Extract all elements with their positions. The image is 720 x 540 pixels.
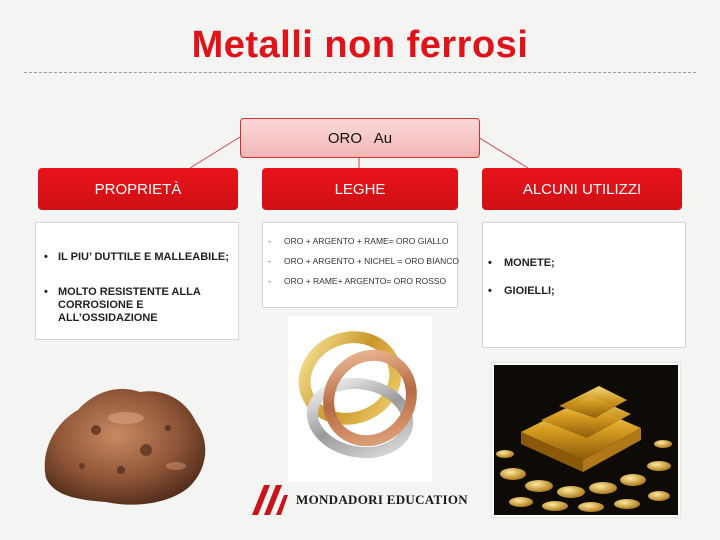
alloys-list bbox=[268, 236, 473, 287]
list-item: - ORO + ARGENTO + RAME= ORO GIALLO bbox=[268, 236, 473, 247]
list-item: • IL PIU’ DUTTILE E MALLEABILE; bbox=[44, 251, 234, 264]
publisher-name: MONDADORI EDUCATION bbox=[296, 492, 468, 507]
list-item: • MOLTO RESISTENTE ALLA CORROSIONE E ALL’OSSIDAZIONE bbox=[44, 286, 234, 325]
uses-list bbox=[488, 257, 678, 297]
gold-nugget-image bbox=[36, 370, 214, 510]
slide-title: Metalli non ferrosi bbox=[191, 24, 529, 66]
uses-header: ALCUNI UTILIZZI bbox=[482, 168, 682, 210]
properties-list bbox=[44, 251, 234, 325]
list-item: - ORO + RAME+ ARGENTO= ORO ROSSO bbox=[268, 276, 473, 287]
gold-rings-image bbox=[288, 316, 432, 482]
publisher-logo bbox=[250, 481, 472, 517]
list-item: - ORO + ARGENTO + NICHEL = ORO BIANCO bbox=[268, 256, 473, 267]
list-item: • MONETE; bbox=[488, 257, 678, 269]
alloys-header: LEGHE bbox=[262, 168, 458, 210]
properties-header: PROPRIETÀ bbox=[38, 168, 238, 210]
list-item: • GIOIELLI; bbox=[488, 285, 678, 297]
mondadori-logo-icon bbox=[250, 481, 290, 517]
gold-bars-image bbox=[491, 362, 681, 518]
element-box: ORO Au bbox=[240, 118, 480, 158]
